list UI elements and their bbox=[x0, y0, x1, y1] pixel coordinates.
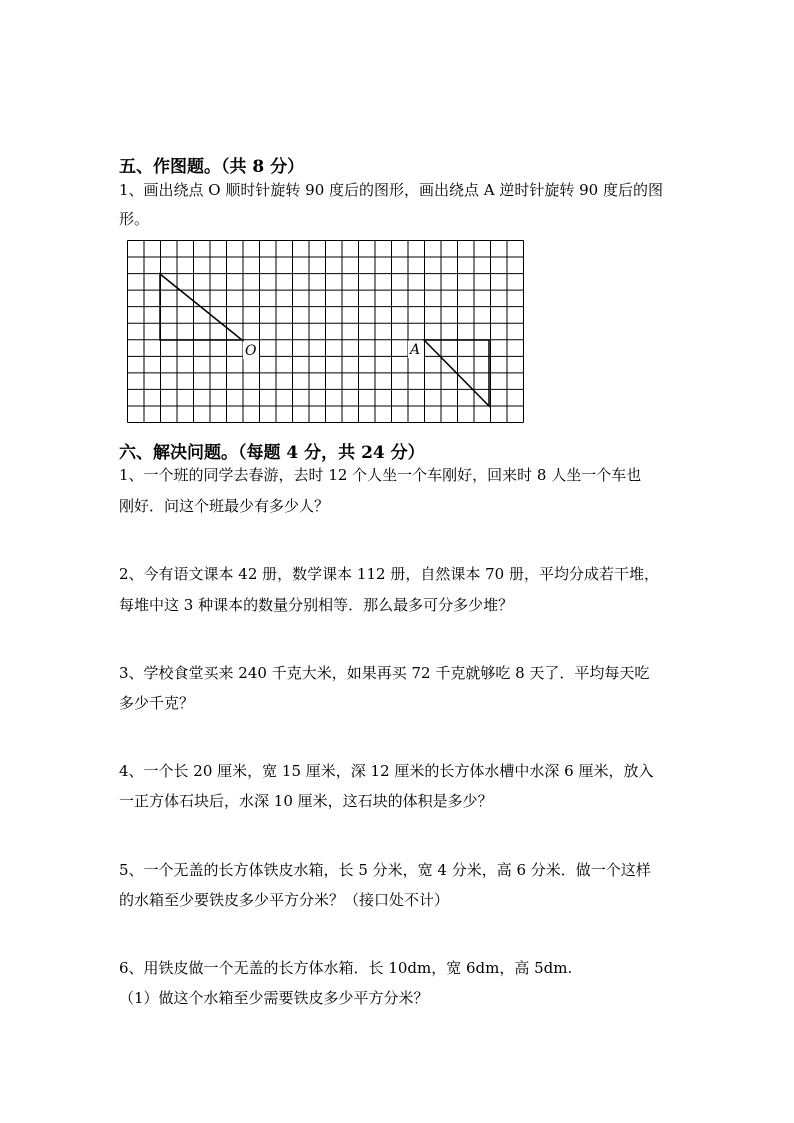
question-6-3-line-2: 多少千克？ bbox=[119, 694, 195, 712]
grid-figure bbox=[127, 240, 524, 423]
question-6-5-line-2: 的水箱至少要铁皮多少平方分米？（接口处不计） bbox=[119, 891, 450, 909]
section-5-heading: 五、作图题。（共 8 分） bbox=[119, 157, 305, 177]
section-6-heading: 六、解决问题。（每题 4 分，共 24 分） bbox=[119, 443, 425, 463]
grid-lines bbox=[128, 241, 524, 423]
label-o: O bbox=[245, 343, 257, 359]
question-6-6-line-2: （1）做这个水箱至少需要铁皮多少平方分米？ bbox=[119, 989, 429, 1007]
question-6-1-line-2: 刚好．问这个班最少有多少人？ bbox=[119, 497, 330, 515]
question-5-1-line-1: 1、画出绕点 O 顺时针旋转 90 度后的图形，画出绕点 A 逆时针旋转 90 度后的图 bbox=[119, 181, 663, 199]
question-6-4-line-1: 4、一个长 20 厘米，宽 15 厘米，深 12 厘米的长方体水槽中水深 6 厘米，放入 bbox=[119, 762, 654, 780]
question-5-1-line-2: 形。 bbox=[119, 210, 150, 228]
question-6-2-line-1: 2、今有语文课本 42 册，数学课本 112 册，自然课本 70 册，平均分成若干堆， bbox=[119, 565, 659, 583]
question-6-2-line-2: 每堆中这 3 种课本的数量分别相等．那么最多可分多少堆？ bbox=[119, 596, 514, 614]
question-6-3-line-1: 3、学校食堂买来 240 千克大米，如果再买 72 千克就够吃 8 天了．平均每天吃 bbox=[119, 664, 650, 682]
question-6-4-line-2: 一正方体石块后，水深 10 厘米，这石块的体积是多少？ bbox=[119, 792, 493, 810]
question-6-1-line-1: 1、一个班的同学去春游，去时 12 个人坐一个车刚好，回来时 8 人坐一个车也 bbox=[119, 466, 642, 484]
rotation-grid bbox=[127, 240, 524, 423]
question-6-5-line-1: 5、一个无盖的长方体铁皮水箱，长 5 分米，宽 4 分米，高 6 分米．做一个这样 bbox=[119, 861, 651, 879]
label-a: A bbox=[410, 342, 421, 358]
question-6-6-line-1: 6、用铁皮做一个无盖的长方体水箱．长 10dm，宽 6dm，高 5dm. bbox=[119, 959, 573, 977]
